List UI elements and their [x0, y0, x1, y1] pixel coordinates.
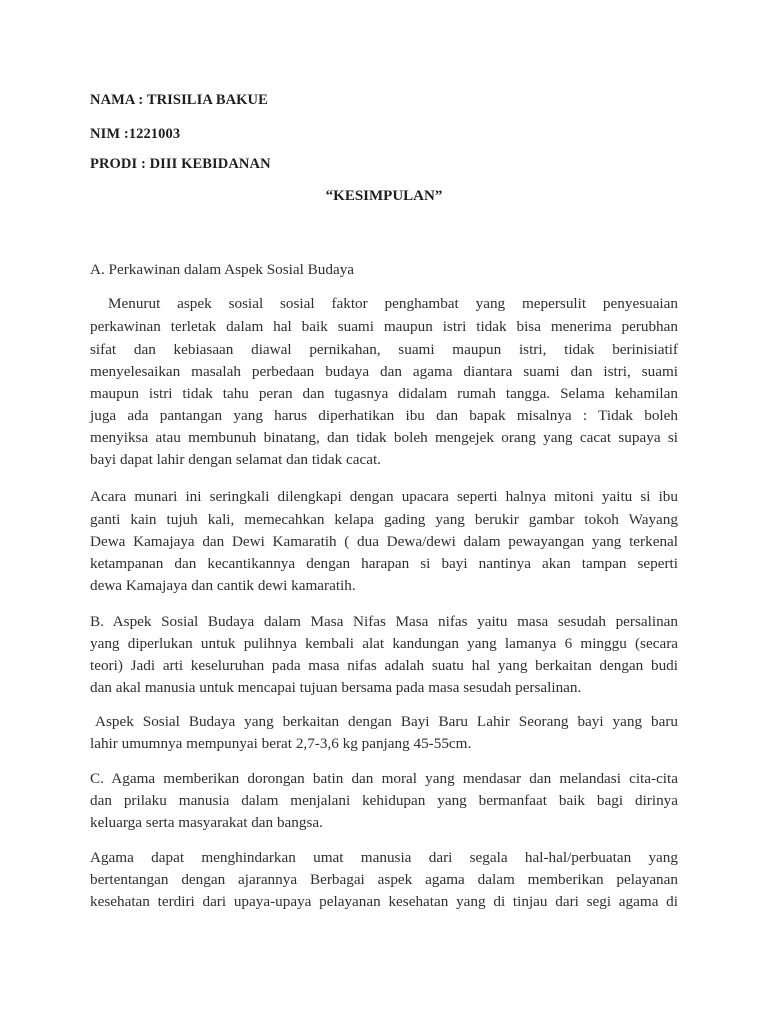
paragraph-line: bayi dapat lahir dengan selamat dan tidak cacat.	[90, 451, 381, 468]
paragraph-line: yang diperlukan untuk pulihnya kembali alat kandungan yang lamanya 6 minggu (secara	[90, 635, 678, 652]
paragraph-line: dewa Kamajaya dan cantik dewi kamaratih.	[90, 577, 356, 594]
paragraph-line: perkawinan terletak dalam hal baik suami maupun istri tidak bisa menerima perubhan	[90, 318, 678, 335]
paragraph-line: keluarga serta masyarakat dan bangsa.	[90, 814, 323, 831]
section-a-heading: A. Perkawinan dalam Aspek Sosial Budaya	[90, 261, 355, 278]
paragraph-line: kesehatan terdiri dari upaya-upaya pelayanan kesehatan yang di tinjau dari segi agama di	[90, 893, 678, 910]
paragraph-line: Acara munari ini seringkali dilengkapi dengan upacara seperti halnya mitoni yaitu si ibu	[90, 488, 678, 505]
paragraph-line: sifat dan kebiasaan diawal pernikahan, suami maupun istri, tidak berinisiatif	[90, 341, 678, 358]
paragraph-line: ketampanan dan kecantikannya dengan harapan si bayi nantinya akan tampan seperti	[90, 555, 678, 572]
paragraph-line: Menurut aspek sosial sosial faktor penghambat yang mepersulit penyesuaian	[108, 295, 678, 312]
paragraph-line: lahir umumnya mempunyai berat 2,7-3,6 kg panjang 45-55cm.	[90, 735, 472, 752]
paragraph-line: teori) Jadi arti keseluruhan pada masa nifas adalah suatu hal yang berkaitan dengan budi	[90, 657, 678, 674]
page-title: “KESIMPULAN”	[325, 188, 443, 204]
student-name: NAMA : TRISILIA BAKUE	[90, 92, 268, 108]
paragraph-line: B. Aspek Sosial Budaya dalam Masa Nifas Masa nifas yaitu masa sesudah persalinan	[90, 613, 678, 630]
student-prodi: PRODI : DIII KEBIDANAN	[90, 156, 271, 172]
paragraph-line: menyelesaikan masalah perbedaan budaya dan agama diantara suami dan istri, suami	[90, 363, 678, 380]
paragraph-line: dan akal manusia untuk mencapai tujuan bersama pada masa sesudah persalinan.	[90, 679, 582, 696]
paragraph-line: ganti kain tujuh kali, memecahkan kelapa gading yang berukir gambar tokoh Wayang	[90, 511, 678, 528]
paragraph-line: dan prilaku manusia dalam menjalani kehidupan yang bermanfaat baik bagi dirinya	[90, 792, 678, 809]
paragraph-line: Aspek Sosial Budaya yang berkaitan dengan Bayi Baru Lahir Seorang bayi yang baru	[95, 713, 678, 730]
paragraph-line: menyiksa atau membunuh binatang, dan tidak boleh mengejek orang yang cacat supaya si	[90, 429, 678, 446]
student-nim: NIM :1221003	[90, 126, 181, 142]
paragraph-line: C. Agama memberikan dorongan batin dan moral yang mendasar dan melandasi cita-cita	[90, 770, 678, 787]
paragraph-line: bertentangan dengan ajarannya Berbagai aspek agama dalam memberikan pelayanan	[90, 871, 678, 888]
paragraph-line: maupun istri tidak tahu peran dan tugasnya didalam rumah tangga. Selama kehamilan	[90, 385, 678, 402]
paragraph-line: Dewa Kamajaya dan Dewi Kamaratih ( dua Dewa/dewi dalam pewayangan yang terkenal	[90, 533, 678, 550]
paragraph-line: Agama dapat menghindarkan umat manusia dari segala hal-hal/perbuatan yang	[90, 849, 678, 866]
paragraph-line: juga ada pantangan yang harus diperhatikan ibu dan bapak misalnya : Tidak boleh	[90, 407, 678, 424]
